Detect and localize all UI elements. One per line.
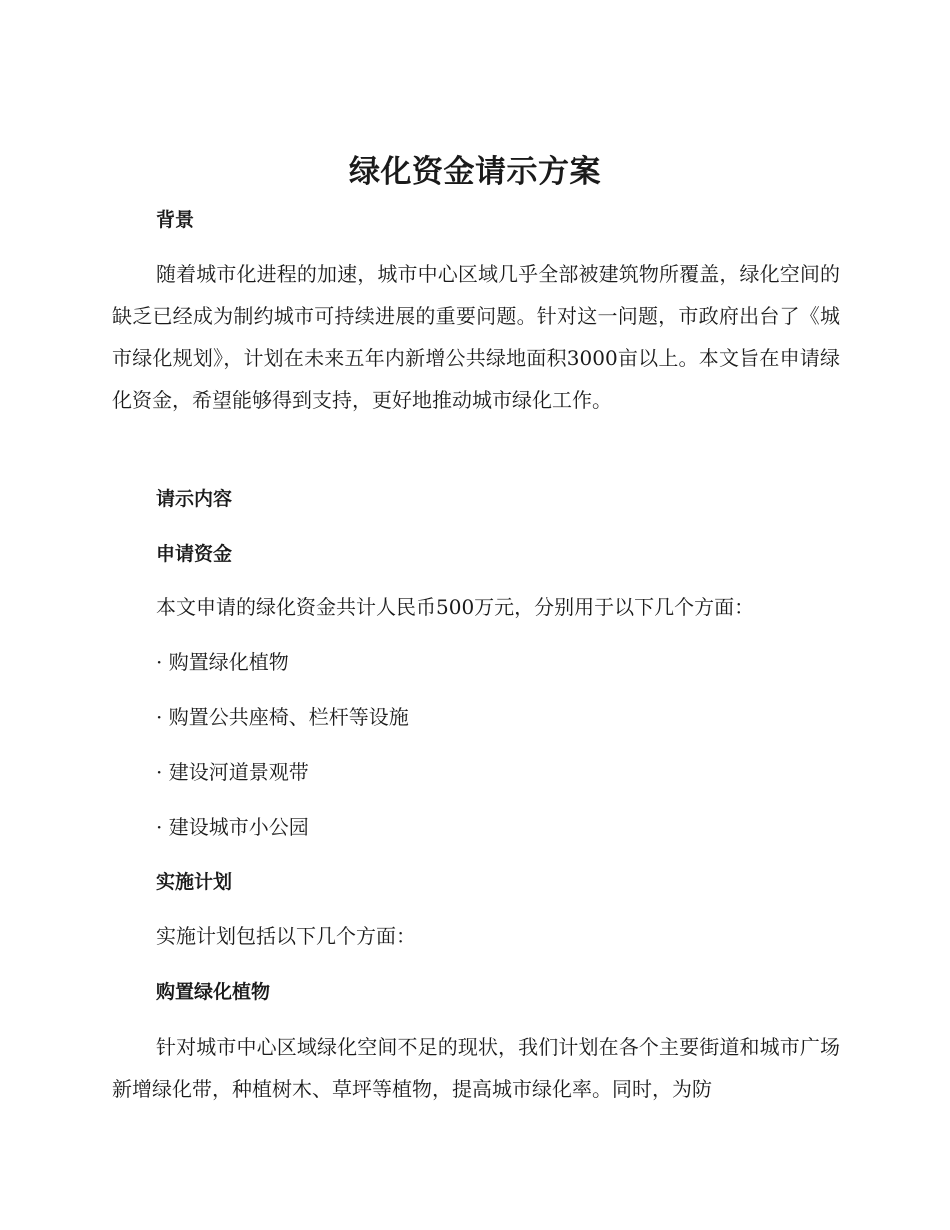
plants-heading: 购置绿化植物 [156, 981, 271, 1003]
document-title: 绿化资金请示方案 [349, 154, 601, 190]
background-paragraph: 随着城市化进程的加速，城市中心区域几乎全部被建筑物所覆盖，绿化空间的缺乏已经成为制约城市可持续进展的重要问题。针对这一问题，市政府出台了《城市绿化规划》，计划在未来五年内新增公共绿地面积3000亩以上。本文旨在申请绿化资金，希望能够得到支持，更好地推动城市绿化工作。 [112, 262, 840, 412]
list-item: · 建设河道景观带 [156, 760, 309, 784]
plan-heading: 实施计划 [156, 871, 233, 893]
funds-heading: 申请资金 [156, 543, 233, 565]
request-heading: 请示内容 [156, 488, 233, 510]
list-item: · 购置公共座椅、栏杆等设施 [156, 705, 409, 729]
list-item: · 建设城市小公园 [156, 815, 309, 839]
plan-intro: 实施计划包括以下几个方面： [156, 924, 416, 948]
background-heading: 背景 [156, 209, 195, 231]
plants-paragraph: 针对城市中心区域绿化空间不足的现状，我们计划在各个主要街道和城市广场新增绿化带，种植树木、草坪等植物，提高城市绿化率。同时，为防 [112, 1035, 840, 1101]
list-item: · 购置绿化植物 [156, 650, 289, 674]
funds-intro: 本文申请的绿化资金共计人民币500万元，分别用于以下几个方面： [156, 595, 755, 619]
